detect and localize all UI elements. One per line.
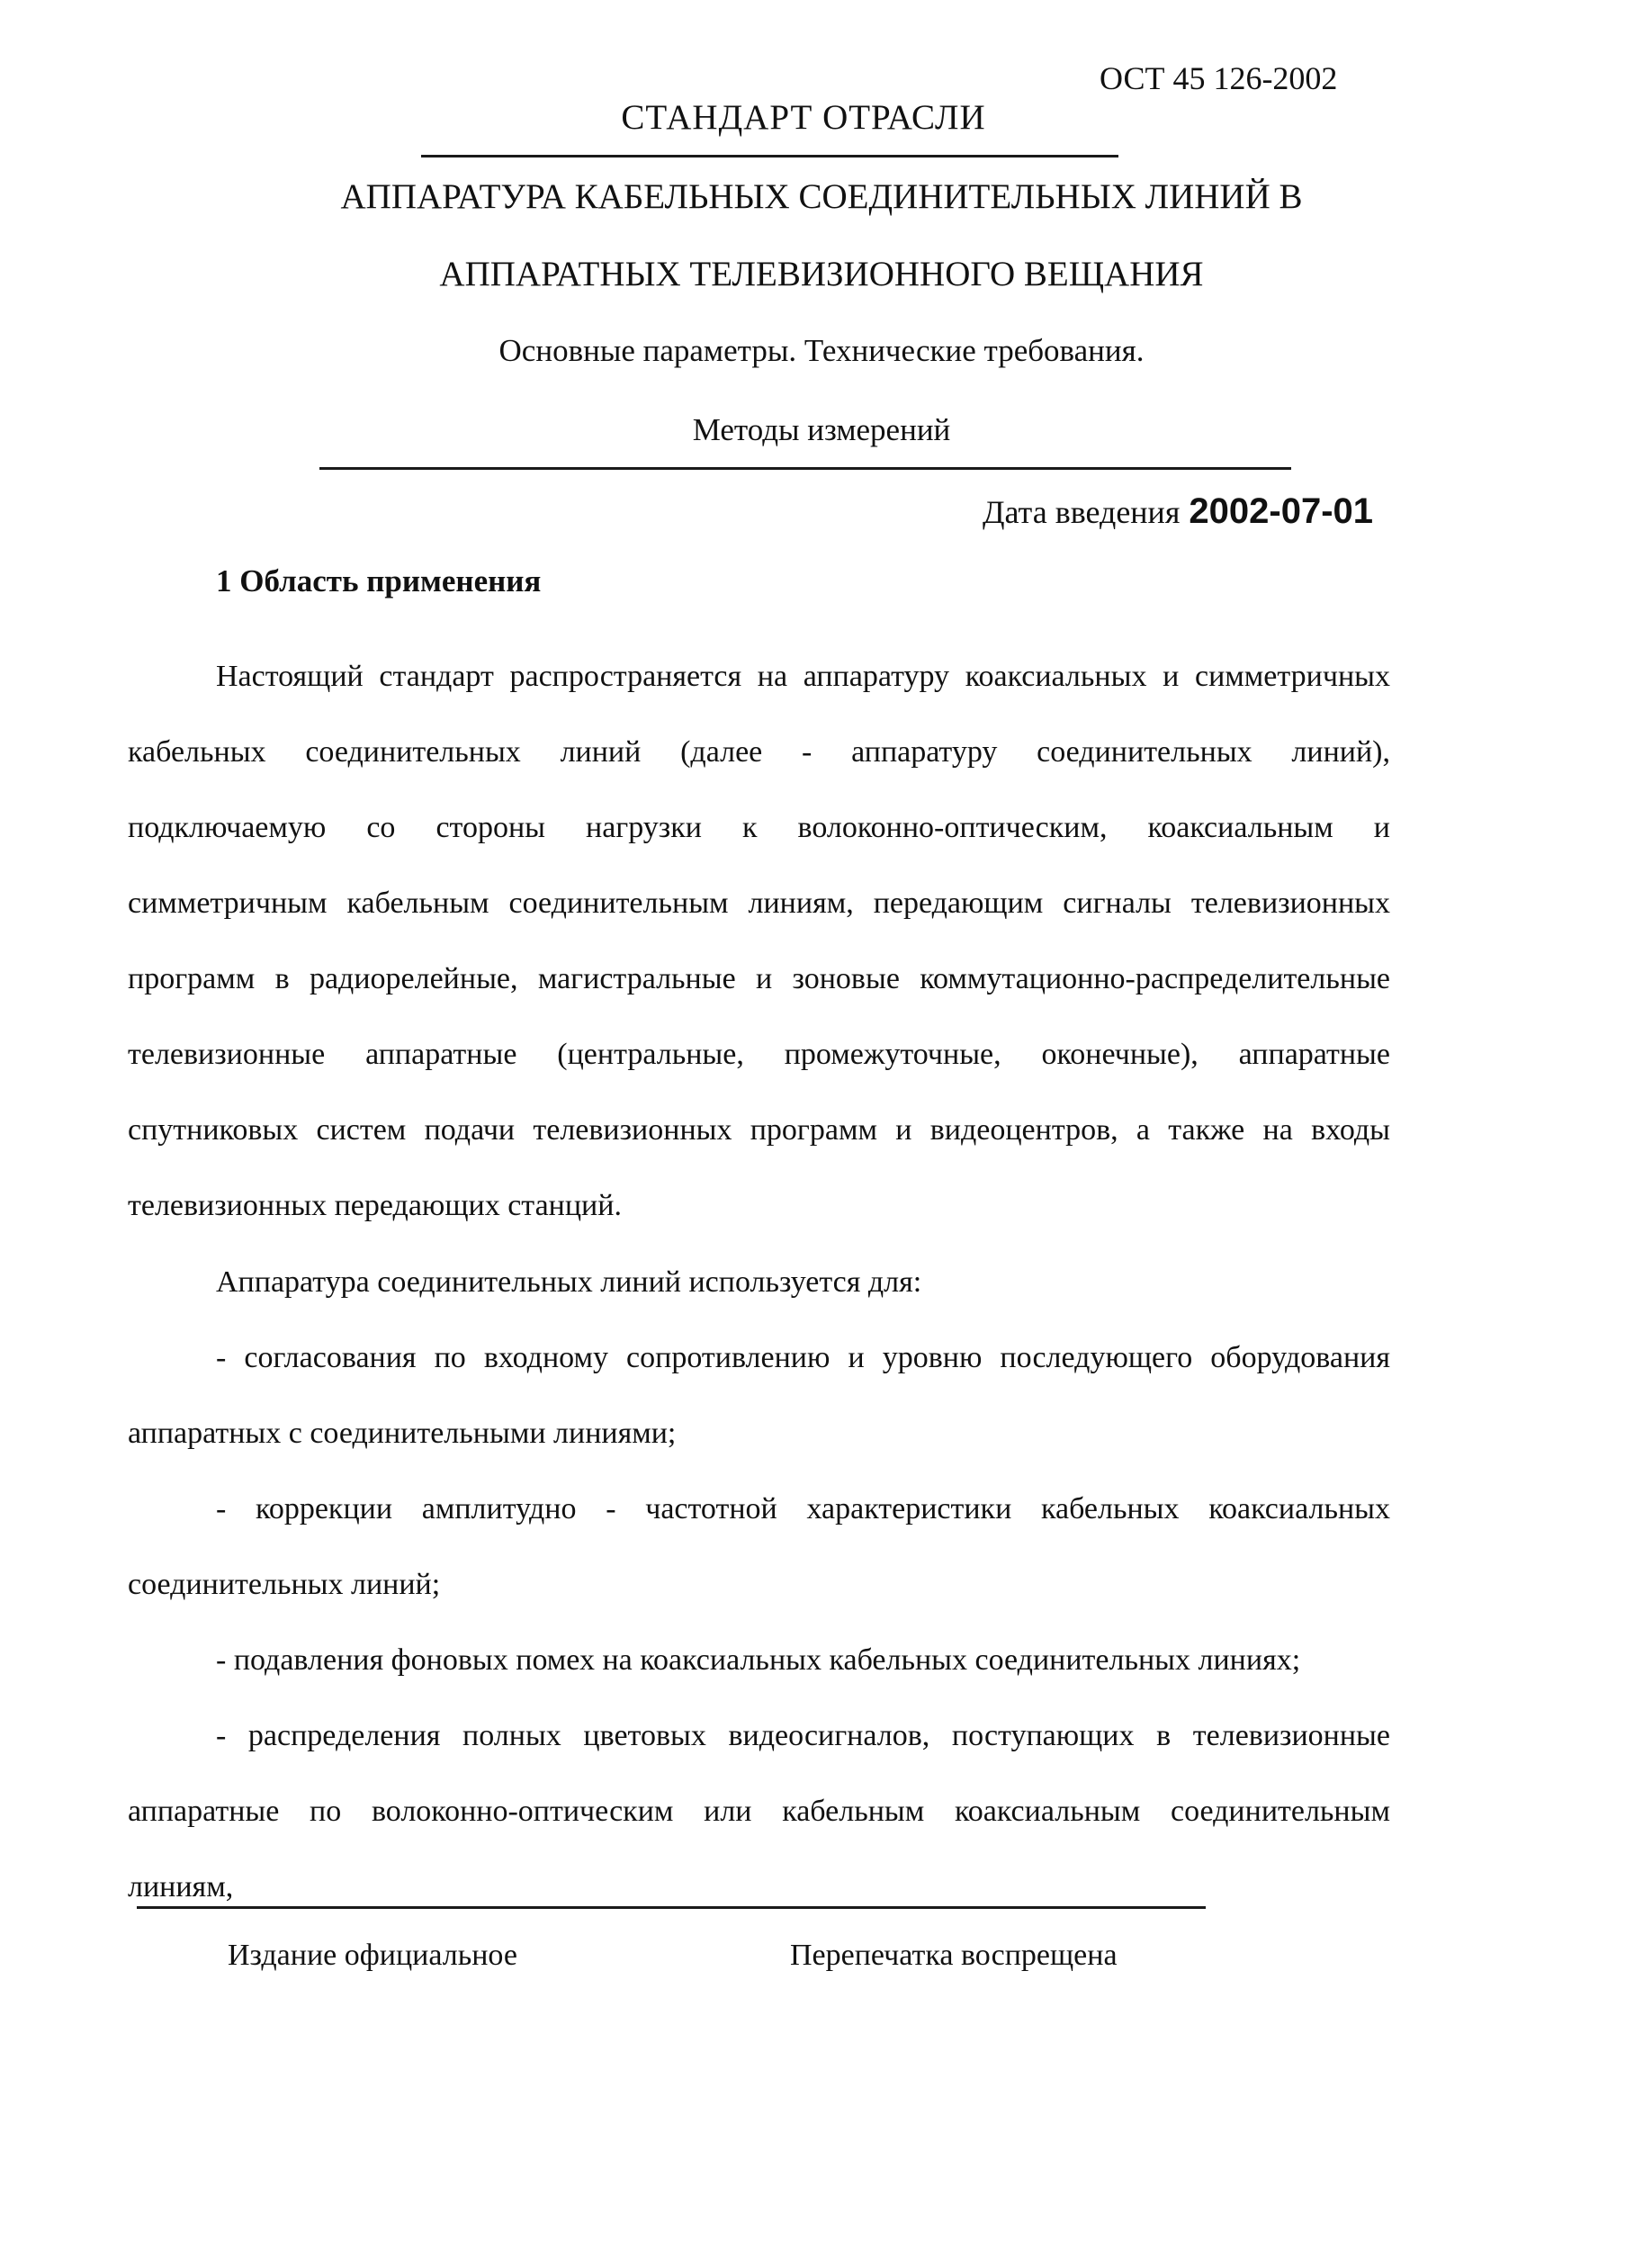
paragraph-line: программ в радиорелейные, магистральные и зоновые коммутационно-распределительные <box>128 962 1390 995</box>
paragraph-line: телевизионные аппаратные (центральные, промежуточные, оконечные), аппаратные <box>128 1038 1390 1071</box>
paragraph-line: симметричным кабельным соединительным линиям, передающим сигналы телевизионных <box>128 886 1390 920</box>
list-item-line: - подавления фоновых помех на коаксиальных кабельных соединительных линиях; <box>216 1643 1301 1677</box>
list-item-line: - коррекции амплитудно - частотной характеристики кабельных коаксиальных <box>216 1492 1390 1526</box>
footer-official-edition: Издание официальное <box>228 1939 517 1972</box>
list-item-line: линиям, <box>128 1870 234 1904</box>
title-line-1: АППАРАТУРА КАБЕЛЬНЫХ СОЕДИНИТЕЛЬНЫХ ЛИНИЙ В <box>340 177 1303 216</box>
document-code: ОСТ 45 126-2002 <box>1100 60 1338 96</box>
list-item-line: - распределения полных цветовых видеосигналов, поступающих в телевизионные <box>216 1719 1390 1752</box>
subtitle-divider <box>319 467 1291 470</box>
list-item-line: аппаратных с соединительными линиями; <box>128 1417 677 1450</box>
paragraph-line: Настоящий стандарт распространяется на аппаратуру коаксиальных и симметричных <box>216 660 1390 693</box>
paragraph-line: телевизионных передающих станций. <box>128 1189 622 1222</box>
paragraph-line: кабельных соединительных линий (далее - аппаратуру соединительных линий), <box>128 735 1390 769</box>
paragraph-line: спутниковых систем подачи телевизионных программ и видеоцентров, а также на входы <box>128 1113 1390 1147</box>
standard-header: СТАНДАРТ ОТРАСЛИ <box>621 98 986 137</box>
list-item-line: аппаратные по волоконно-оптическим или кабельным коаксиальным соединительным <box>128 1795 1390 1828</box>
subtitle-line-1: Основные параметры. Технические требования. <box>498 333 1145 368</box>
footer-reprint-prohibited: Перепечатка воспрещена <box>790 1939 1118 1972</box>
footer-divider <box>137 1906 1206 1909</box>
list-item-line: соединительных линий; <box>128 1568 441 1601</box>
title-line-2: АППАРАТНЫХ ТЕЛЕВИЗИОННОГО ВЕЩАНИЯ <box>439 255 1204 293</box>
subtitle-line-2: Методы измерений <box>692 412 951 447</box>
introduction-date-value: 2002-07-01 <box>1189 491 1373 531</box>
introduction-date <box>983 491 1373 532</box>
paragraph-line: Аппаратура соединительных линий используется для: <box>216 1265 922 1299</box>
introduction-date-label: Дата введения <box>982 494 1181 530</box>
header-divider <box>421 155 1118 158</box>
section-heading: 1 Область применения <box>216 563 542 598</box>
list-item-line: - согласования по входному сопротивлению и уровню последующего оборудования <box>216 1341 1390 1374</box>
paragraph-line: подключаемую со стороны нагрузки к волоконно-оптическим, коаксиальным и <box>128 811 1390 844</box>
